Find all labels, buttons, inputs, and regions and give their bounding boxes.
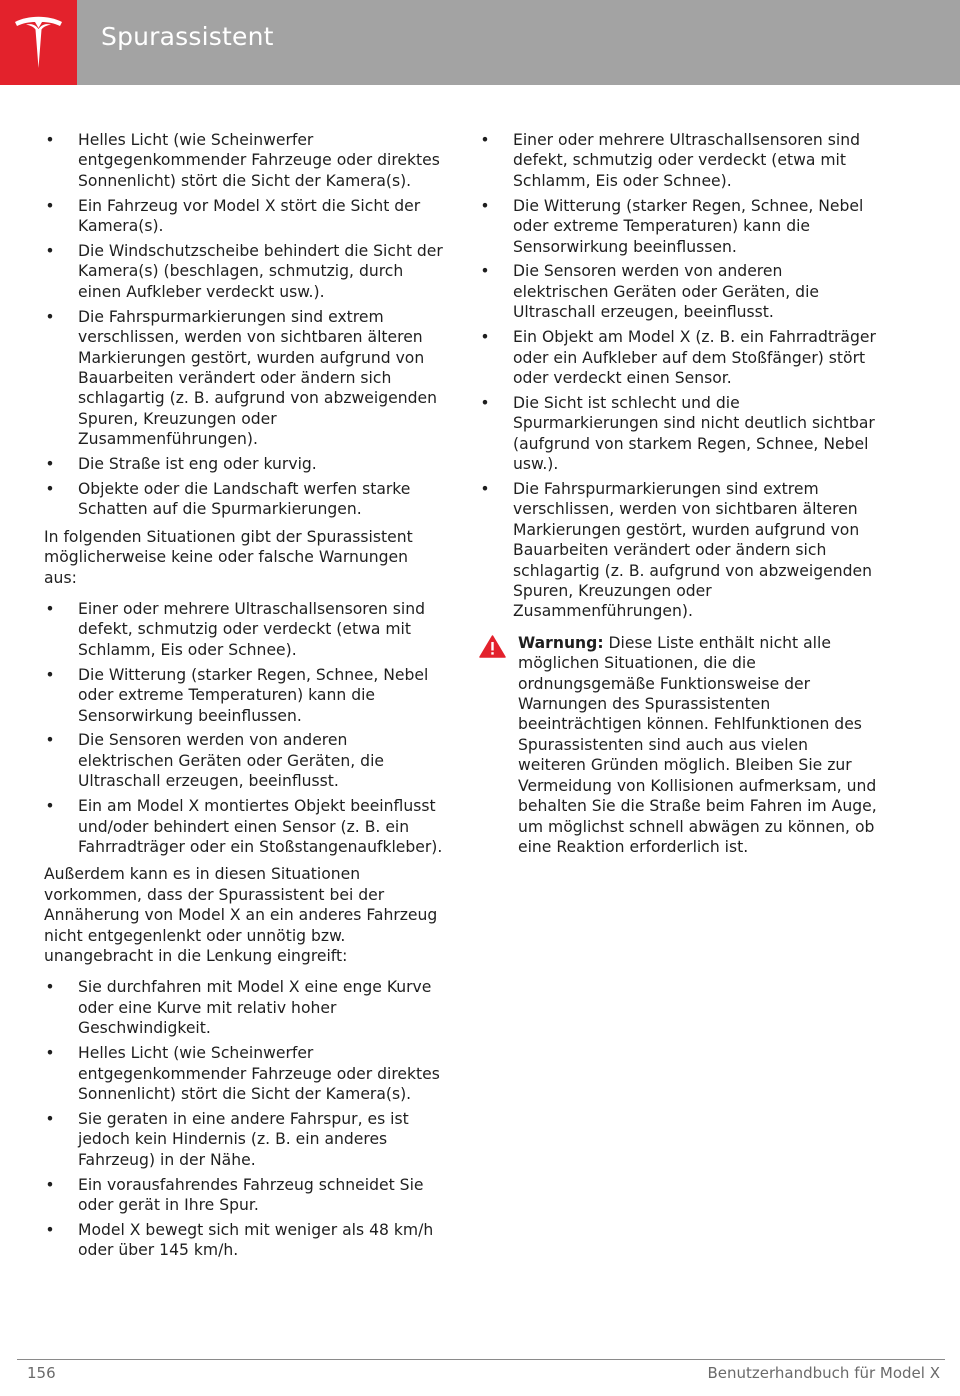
bullet-icon: • bbox=[45, 455, 55, 474]
bullet-icon: • bbox=[480, 393, 490, 412]
bullet-icon: • bbox=[480, 480, 490, 498]
list-item: • Model X bewegt sich mit weniger als 48 km/h oder über 145 km/h. bbox=[45, 1220, 434, 1260]
bullet-icon: • bbox=[45, 242, 55, 261]
brand-logo-block bbox=[0, 0, 77, 85]
bullet-list bbox=[44, 130, 444, 520]
bullet-icon: • bbox=[45, 1044, 55, 1063]
list-item: • Sie durchfahren mit Model X eine enge Kurve oder eine Kurve mit relativ hoher Geschwindigkeit. bbox=[45, 978, 432, 1038]
bullet-icon: • bbox=[480, 328, 490, 347]
paragraph: Außerdem kann es in diesen Situationen vorkommen, dass der Spurassistent bei der Annäherung von Model X an ein anderes Fahrzeug nicht entgegenlenkt oder unnötig bzw. unangebracht in die Lenkung eingreift: bbox=[44, 865, 438, 966]
bullet-icon: • bbox=[45, 1175, 55, 1194]
bullet-icon: • bbox=[45, 1220, 55, 1239]
bullet-list bbox=[44, 977, 444, 1260]
left-column bbox=[44, 130, 444, 1265]
bullet-icon: • bbox=[45, 196, 55, 215]
bullet-icon: • bbox=[45, 307, 55, 326]
bullet-list bbox=[44, 599, 444, 857]
bullet-icon: • bbox=[45, 1109, 55, 1128]
warning-label: Warnung: bbox=[518, 633, 604, 652]
list-item: • Die Straße ist eng oder kurvig. bbox=[45, 455, 317, 474]
bullet-icon: • bbox=[45, 731, 55, 750]
page-title: Spurassistent bbox=[101, 22, 274, 51]
list-item: • Helles Licht (wie Scheinwerfer entgegenkommender Fahrzeuge oder direktes Sonnenlicht) stört die Sicht der Kamera(s). bbox=[45, 131, 440, 190]
list-item: • Die Sensoren werden von anderen elektrischen Geräten oder Geräten, die Ultraschall erzeugen, beeinflusst. bbox=[480, 262, 819, 322]
bullet-icon: • bbox=[45, 600, 55, 619]
warning-triangle-icon bbox=[479, 635, 506, 658]
list-item: • Objekte oder die Landschaft werfen starke Schatten auf die Spurmarkierungen. bbox=[45, 480, 411, 519]
warning-text: Diese Liste enthält nicht alle möglichen Situationen, die die ordnungsgemäße Funktionsweise der Warnungen des Spurassistenten beeinträchtigen können. Fehlfunktionen des Spurassistenten sind auch aus vielen weiteren Gründen möglich. Bleiben Sie zur Vermeidung von Kollisionen aufmerksam, und behalten Sie die Straße beim Fahren im Auge, um möglichst schnell abwägen zu können, ob eine Reaktion erforderlich ist. bbox=[518, 633, 877, 856]
footer-divider bbox=[17, 1359, 945, 1360]
list-item: • Ein Fahrzeug vor Model X stört die Sicht der Kamera(s). bbox=[45, 196, 421, 236]
list-item: • Die Sicht ist schlecht und die Spurmarkierungen sind nicht deutlich sichtbar (aufgrund von starkem Regen, Schnee, Nebel usw.). bbox=[480, 393, 875, 474]
page-number: 156 bbox=[27, 1364, 56, 1382]
right-column bbox=[479, 130, 879, 857]
list-item: • Einer oder mehrere Ultraschallsensoren sind defekt, schmutzig oder verdeckt (etwa mit Schlamm, Eis oder Schnee). bbox=[480, 131, 861, 190]
list-item: • Die Witterung (starker Regen, Schnee, Nebel oder extreme Temperaturen) kann die Sensorwirkung beeinflussen. bbox=[45, 665, 429, 725]
page-header bbox=[0, 0, 960, 85]
bullet-icon: • bbox=[480, 196, 490, 215]
list-item: • Sie geraten in eine andere Fahrspur, es ist jedoch kein Hindernis (z. B. ein anderes Fahrzeug) in der Nähe. bbox=[45, 1109, 409, 1169]
bullet-icon: • bbox=[45, 978, 55, 997]
list-item: • Ein Objekt am Model X (z. B. ein Fahrradträger oder ein Aufkleber auf dem Stoßfänger) stört oder verdeckt einen Sensor. bbox=[480, 328, 876, 387]
bullet-icon: • bbox=[480, 262, 490, 281]
bullet-icon: • bbox=[480, 131, 490, 149]
list-item: • Einer oder mehrere Ultraschallsensoren sind defekt, schmutzig oder verdeckt (etwa mit Schlamm, Eis oder Schnee). bbox=[45, 600, 426, 659]
tesla-logo-icon bbox=[14, 16, 63, 69]
list-item: • Helles Licht (wie Scheinwerfer entgegenkommender Fahrzeuge oder direktes Sonnenlicht) stört die Sicht der Kamera(s). bbox=[45, 1044, 440, 1103]
bullet-icon: • bbox=[45, 131, 55, 149]
paragraph: In folgenden Situationen gibt der Spurassistent möglicherweise keine oder falsche Warnungen aus: bbox=[44, 527, 413, 587]
list-item: • Die Windschutzscheibe behindert die Sicht der Kamera(s) (beschlagen, schmutzig, durch einen Aufkleber verdeckt usw.). bbox=[45, 242, 443, 301]
list-item: • Ein vorausfahrendes Fahrzeug schneidet Sie oder gerät in Ihre Spur. bbox=[45, 1175, 424, 1214]
list-item: • Die Fahrspurmarkierungen sind extrem verschlissen, werden von sichtbaren älteren Markierungen gestört, wurden aufgrund von Bauarbeiten verändert oder ändern sich schlagartig (z. B. aufgrund von abzweigenden Spuren, Kreuzungen oder Zusammenführungen). bbox=[45, 307, 437, 449]
bullet-icon: • bbox=[45, 797, 55, 816]
list-item: • Die Witterung (starker Regen, Schnee, Nebel oder extreme Temperaturen) kann die Sensorwirkung beeinflussen. bbox=[480, 196, 864, 256]
bullet-icon: • bbox=[45, 480, 55, 498]
list-item: • Die Sensoren werden von anderen elektrischen Geräten oder Geräten, die Ultraschall erzeugen, beeinflusst. bbox=[45, 731, 384, 791]
warning-note bbox=[479, 633, 879, 857]
bullet-list bbox=[479, 130, 879, 622]
list-item: • Ein am Model X montiertes Objekt beeinflusst und/oder behindert einen Sensor (z. B. ein Fahrradträger oder ein Stoßstangenaufkleber). bbox=[45, 797, 443, 856]
list-item: • Die Fahrspurmarkierungen sind extrem verschlissen, werden von sichtbaren älteren Markierungen gestört, wurden aufgrund von Bauarbeiten verändert oder ändern sich schlagartig (z. B. aufgrund von abzweigenden Spuren, Kreuzungen oder Zusammenführungen). bbox=[480, 480, 872, 621]
bullet-icon: • bbox=[45, 665, 55, 684]
manual-title: Benutzerhandbuch für Model X bbox=[707, 1364, 940, 1382]
